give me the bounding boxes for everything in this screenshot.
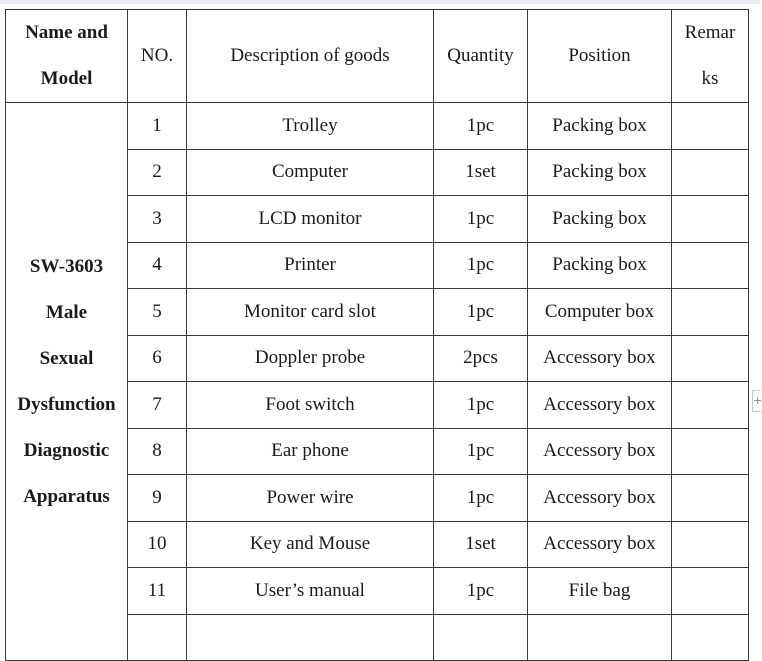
quantity-cell: 2pcs <box>434 335 528 382</box>
quantity-cell: 1pc <box>434 475 528 522</box>
header-name-model-line1: Name and <box>25 22 108 43</box>
model-name-line: Apparatus <box>23 485 110 507</box>
no-cell: 11 <box>128 568 187 615</box>
header-remarks-line2: ks <box>701 68 719 89</box>
description-cell: User’s manual <box>187 568 434 615</box>
no-cell: 1 <box>128 103 187 150</box>
position-cell: Packing box <box>528 242 672 289</box>
position-cell: Accessory box <box>528 428 672 475</box>
description-cell: Monitor card slot <box>187 289 434 336</box>
header-name-model-line2: Model <box>40 68 93 89</box>
quantity-cell: 1set <box>434 149 528 196</box>
no-cell: 4 <box>128 242 187 289</box>
remarks-cell <box>672 382 749 429</box>
remarks-cell <box>672 521 749 568</box>
header-remarks-line1: Remar <box>684 22 736 43</box>
description-cell: Printer <box>187 242 434 289</box>
remarks-cell <box>672 149 749 196</box>
position-cell: Accessory box <box>528 521 672 568</box>
position-cell: Packing box <box>528 103 672 150</box>
quantity-cell: 1pc <box>434 289 528 336</box>
model-name-line: SW-3603 <box>29 255 104 277</box>
quantity-cell: 1pc <box>434 568 528 615</box>
quantity-cell: 1set <box>434 521 528 568</box>
remarks-cell <box>672 335 749 382</box>
table-body <box>6 103 749 661</box>
packing-list-table <box>5 9 749 661</box>
position-cell: Accessory box <box>528 335 672 382</box>
description-cell: Computer <box>187 149 434 196</box>
no-cell: 6 <box>128 335 187 382</box>
no-cell <box>128 614 187 661</box>
description-cell <box>187 614 434 661</box>
model-name-line: Male <box>45 301 88 323</box>
no-cell: 3 <box>128 196 187 243</box>
no-cell: 9 <box>128 475 187 522</box>
description-cell: Foot switch <box>187 382 434 429</box>
remarks-cell <box>672 103 749 150</box>
model-name-line: Sexual <box>39 347 94 369</box>
remarks-cell <box>672 475 749 522</box>
header-name-model <box>6 10 128 103</box>
model-name-line: Dysfunction <box>17 393 116 415</box>
header-no: NO. <box>128 10 187 103</box>
description-cell: Power wire <box>187 475 434 522</box>
remarks-cell <box>672 428 749 475</box>
remarks-cell <box>672 196 749 243</box>
header-quantity: Quantity <box>434 10 528 103</box>
top-border-strip <box>0 0 760 4</box>
position-cell: Accessory box <box>528 475 672 522</box>
no-cell: 5 <box>128 289 187 336</box>
position-cell: Accessory box <box>528 382 672 429</box>
side-plus-marker[interactable]: + <box>752 390 761 412</box>
quantity-cell: 1pc <box>434 103 528 150</box>
position-cell: File bag <box>528 568 672 615</box>
model-name-cell <box>6 103 128 661</box>
table-row <box>6 103 749 150</box>
position-cell: Computer box <box>528 289 672 336</box>
remarks-cell <box>672 568 749 615</box>
remarks-cell <box>672 289 749 336</box>
description-cell: Key and Mouse <box>187 521 434 568</box>
no-cell: 2 <box>128 149 187 196</box>
quantity-cell: 1pc <box>434 242 528 289</box>
no-cell: 8 <box>128 428 187 475</box>
no-cell: 10 <box>128 521 187 568</box>
no-cell: 7 <box>128 382 187 429</box>
description-cell: Doppler probe <box>187 335 434 382</box>
quantity-cell <box>434 614 528 661</box>
quantity-cell: 1pc <box>434 428 528 475</box>
description-cell: Trolley <box>187 103 434 150</box>
remarks-cell <box>672 614 749 661</box>
position-cell: Packing box <box>528 149 672 196</box>
quantity-cell: 1pc <box>434 382 528 429</box>
header-row <box>6 10 749 103</box>
header-remarks <box>672 10 749 103</box>
position-cell <box>528 614 672 661</box>
description-cell: Ear phone <box>187 428 434 475</box>
position-cell: Packing box <box>528 196 672 243</box>
quantity-cell: 1pc <box>434 196 528 243</box>
remarks-cell <box>672 242 749 289</box>
description-cell: LCD monitor <box>187 196 434 243</box>
model-name-line: Diagnostic <box>23 439 110 461</box>
header-description: Description of goods <box>187 10 434 103</box>
header-position: Position <box>528 10 672 103</box>
